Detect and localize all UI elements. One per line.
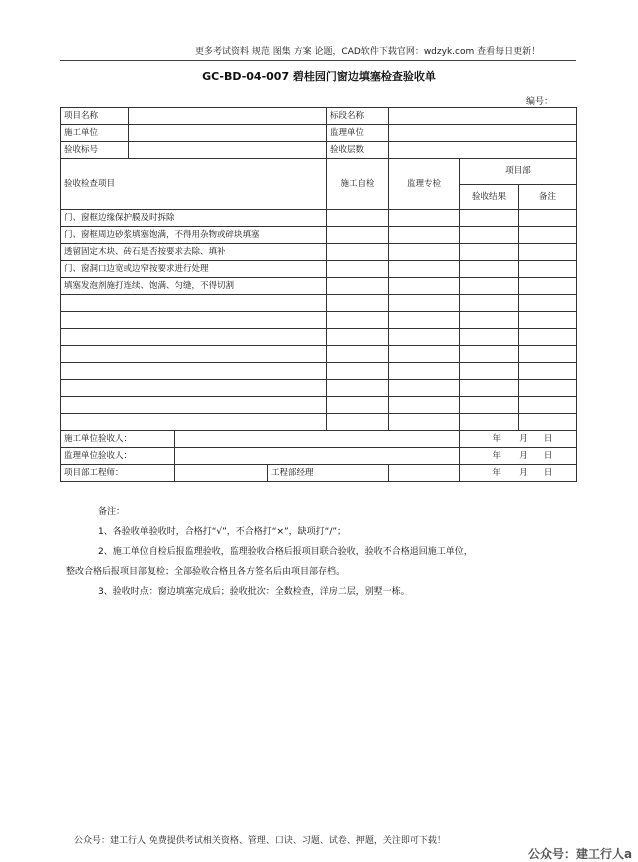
section-name-value[interactable]	[389, 108, 577, 125]
construction-unit-label: 施工单位	[61, 125, 129, 142]
sign-supervision-field[interactable]	[175, 448, 460, 465]
watermark: 公众号：建工行人a	[528, 847, 633, 861]
table-row	[61, 380, 577, 397]
date-year: 年	[492, 433, 502, 444]
inspection-form	[60, 107, 577, 482]
table-row	[61, 346, 577, 363]
sign-manager-field[interactable]	[389, 465, 460, 482]
construction-unit-value[interactable]	[129, 125, 327, 142]
sign-manager-label: 工程部经理	[268, 465, 389, 482]
date-day: 日	[543, 433, 553, 444]
table-row	[61, 210, 577, 227]
note-3: 3、验收时点：窗边填塞完成后；验收批次：全数检查，洋房二层，别墅一栋。	[98, 587, 410, 597]
remarks-header: 备注	[519, 185, 577, 210]
notes-section	[60, 502, 576, 602]
inspection-items-header: 验收检查项目	[61, 159, 327, 210]
table-row	[61, 295, 577, 312]
header-note: 更多考试资料 规范 图集 方案 论题，CAD软件下载官网：wdzyk.com 查看每日更新！	[195, 47, 541, 57]
sign-engineer-label: 项目部工程师：	[61, 465, 175, 482]
table-row	[61, 244, 577, 261]
sign-date[interactable]	[460, 431, 577, 448]
date-year: 年	[492, 467, 502, 478]
signature-row	[61, 465, 577, 482]
item-text: 门、窗框边缘保护膜及时拆除	[61, 210, 327, 227]
signature-row	[61, 448, 577, 465]
item-text: 透留固定木块、砖石是否按要求去除、填补	[61, 244, 327, 261]
inspection-floors-value[interactable]	[389, 142, 577, 159]
table-row	[61, 261, 577, 278]
footer-note: 公众号：建工行人 免费提供考试相关资格、管理、口诀、习题、试卷、押题，关注即可下载！	[74, 836, 446, 846]
table-row	[61, 227, 577, 244]
item-text: 门、窗框周边砂浆填塞饱满，不得用杂物或碎块填塞	[61, 227, 327, 244]
note-2a: 2、施工单位自检后报监理验收，监理验收合格后报项目联合验收，验收不合格退回施工单位，	[98, 547, 473, 557]
supervision-check-header: 监理专检	[389, 159, 460, 210]
signature-row	[61, 431, 577, 448]
sign-construction-field[interactable]	[175, 431, 460, 448]
note-2b: 整改合格后报项目部复检；全部验收合格且各方签名后由项目部存档。	[66, 567, 346, 577]
result-header: 验收结果	[460, 185, 519, 210]
sign-date[interactable]	[460, 448, 577, 465]
supervision-unit-value[interactable]	[389, 125, 577, 142]
sign-date[interactable]	[460, 465, 577, 482]
self-check-header: 施工自检	[327, 159, 389, 210]
table-row	[61, 363, 577, 380]
project-name-value[interactable]	[129, 108, 327, 125]
item-text: 填塞发泡剂施打连续、饱满、匀缝，不得切割	[61, 278, 327, 295]
project-name-label: 项目名称	[61, 108, 129, 125]
date-day: 日	[543, 450, 553, 461]
serial-label: 编号：	[526, 97, 554, 107]
inspection-section-value[interactable]	[129, 142, 327, 159]
sign-construction-label: 施工单位验收人：	[61, 431, 175, 448]
date-month: 月	[519, 467, 528, 478]
note-1: 1、各验收单验收时，合格打“√”，不合格打“×”，缺项打“/”；	[98, 527, 347, 537]
table-row	[61, 397, 577, 414]
table-row	[61, 329, 577, 346]
date-day: 日	[543, 467, 553, 478]
date-year: 年	[492, 450, 502, 461]
section-name-label: 标段名称	[327, 108, 389, 125]
inspection-floors-label: 验收层数	[327, 142, 389, 159]
notes-heading: 备注：	[98, 507, 126, 517]
table-row	[61, 278, 577, 295]
table-row	[61, 312, 577, 329]
table-row	[61, 414, 577, 431]
inspection-section-label: 验收标号	[61, 142, 129, 159]
item-text: 门、窗洞口边宽或边窄按要求进行处理	[61, 261, 327, 278]
sign-engineer-field[interactable]	[175, 465, 268, 482]
date-month: 月	[519, 433, 528, 444]
supervision-unit-label: 监理单位	[327, 125, 389, 142]
date-month: 月	[519, 450, 528, 461]
sign-supervision-label: 监理单位验收人：	[61, 448, 175, 465]
header-rule	[60, 60, 576, 61]
page-title: GC-BD-04-007 碧桂园门窗边填塞检查验收单	[202, 70, 436, 83]
project-dept-header: 项目部	[460, 159, 577, 185]
